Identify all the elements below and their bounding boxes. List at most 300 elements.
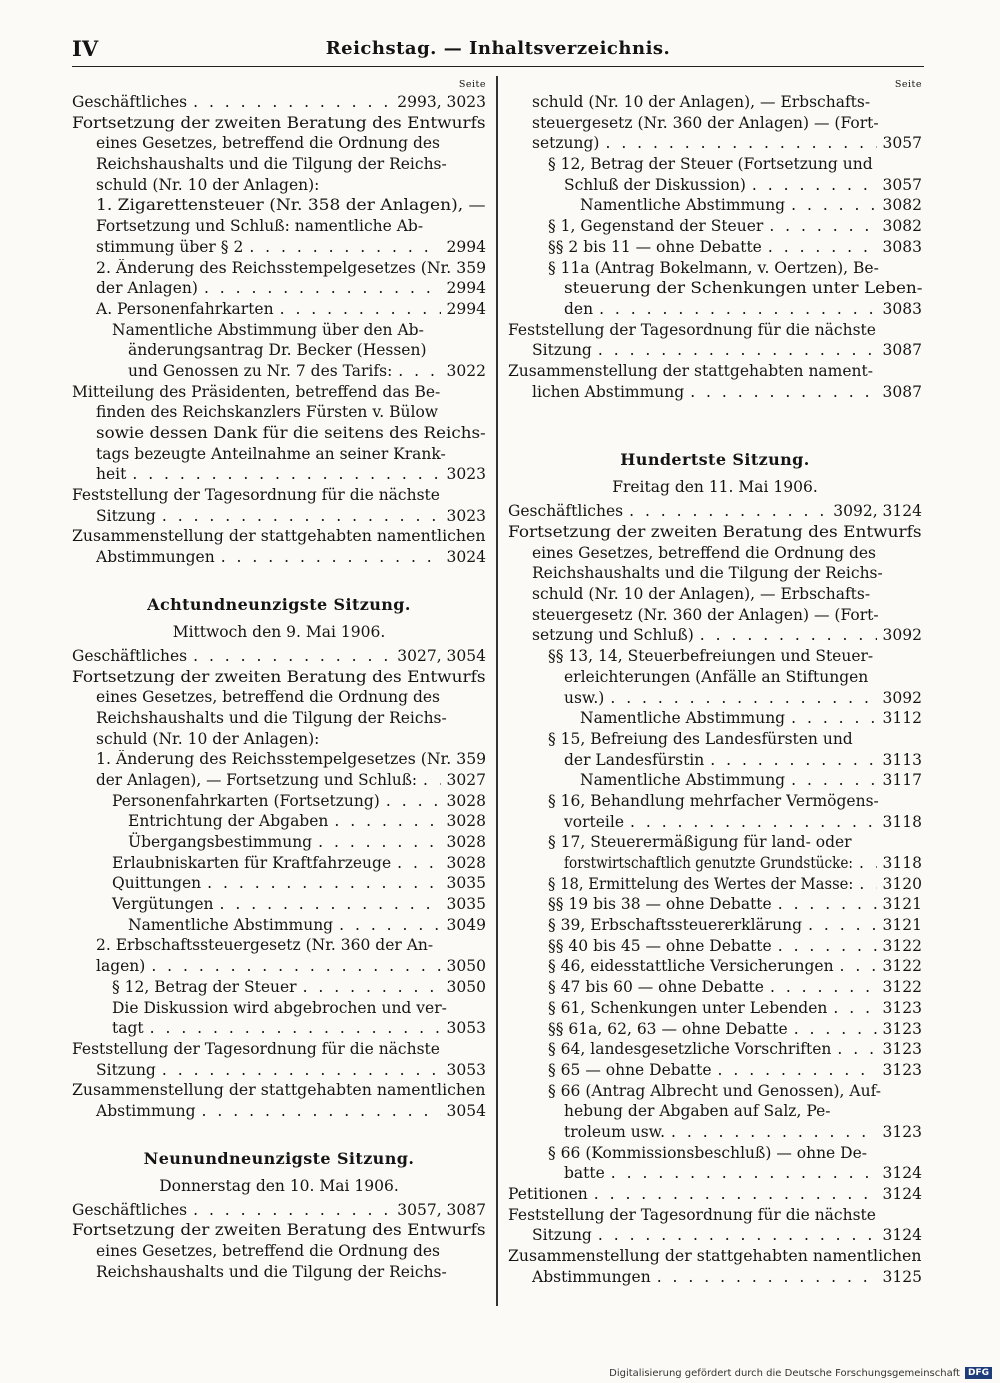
page-ref: 3123: [882, 1060, 922, 1079]
dot-leader: [162, 506, 441, 527]
entry-text: §§ 40 bis 45 — ohne Debatte: [548, 936, 772, 955]
page-ref: 2993, 3023: [397, 93, 486, 111]
left-column: [72, 78, 486, 1282]
toc-entry: [72, 729, 486, 750]
dot-leader: [791, 195, 876, 216]
dot-leader: [202, 1101, 441, 1122]
seite-label: Seite: [894, 79, 922, 90]
entry-text: Sitzung: [96, 506, 156, 525]
toc-entry: [508, 320, 922, 341]
entry-text: änderungsantrag Dr. Becker (Hessen): [128, 341, 427, 360]
dot-leader: [151, 956, 440, 977]
page-ref: 3092: [882, 626, 922, 645]
entry-text: Reichshaushalts und die Tilgung der Reichs-: [532, 564, 883, 583]
page-ref: 3050: [446, 957, 486, 976]
entry-text: und Genossen zu Nr. 7 des Tarifs:: [128, 361, 393, 380]
entry-text: Übergangsbestimmung: [128, 833, 313, 851]
toc-entry: [508, 625, 922, 646]
entry-text: batte: [564, 1164, 605, 1183]
page-ref: 3024: [446, 548, 486, 567]
dot-leader: [162, 1060, 441, 1081]
entry-text: § 11a (Antrag Bokelmann, v. Oertzen), Be-: [548, 258, 879, 277]
page-ref: 3050: [446, 977, 486, 996]
dot-leader: [752, 175, 877, 196]
entry-text: § 47 bis 60 — ohne Debatte: [548, 978, 764, 997]
toc-entry: [508, 501, 922, 522]
dot-leader: [193, 646, 391, 667]
toc-entry: [508, 998, 922, 1019]
entry-text: Namentliche Abstimmung über den Ab-: [112, 320, 424, 339]
entry-text: Geschäftliches: [508, 502, 624, 521]
toc-entry: [508, 1019, 922, 1040]
entry-text: §§ 13, 14, Steuerbefreiungen und Steuer-: [548, 647, 874, 666]
toc-entry: [72, 1080, 486, 1101]
dot-leader: [423, 770, 441, 791]
entry-text: Reichshaushalts und die Tilgung der Reichs-: [96, 708, 447, 727]
toc-entry: [508, 977, 922, 998]
toc-entry: [72, 1101, 486, 1122]
entry-text: 2. Erbschaftssteuergesetz (Nr. 360 der An-: [96, 936, 434, 955]
dot-leader: [700, 625, 877, 646]
toc-entry: [72, 1241, 486, 1262]
entry-text: § 1, Gegenstand der Steuer: [548, 217, 764, 236]
toc-entry: [508, 92, 922, 113]
page-ref: 3123: [882, 1122, 922, 1141]
entry-text: Erlaubniskarten für Kraftfahrzeuge: [112, 853, 392, 872]
page-ref: 3083: [882, 237, 922, 256]
entry-text: der Anlagen): [96, 279, 198, 298]
toc-entry: [72, 340, 486, 361]
entry-text: Namentliche Abstimmung: [580, 771, 786, 790]
entry-text: vorteile: [564, 812, 624, 831]
toc-entry: [72, 977, 486, 998]
entry-text: der Landesfürstin: [564, 750, 705, 769]
toc-entry: [508, 175, 922, 196]
footer: [609, 1367, 992, 1379]
toc-entry: [508, 1101, 922, 1122]
page-ref: 3122: [882, 978, 922, 997]
toc-entry: [508, 195, 922, 216]
entry-text: Personenfahrkarten (Fortsetzung): [112, 791, 380, 810]
section-spacer: [72, 568, 486, 589]
toc-entry: [72, 444, 486, 465]
entry-text: Feststellung der Tagesordnung für die nächste: [72, 1039, 440, 1058]
page-ref: 3122: [882, 936, 922, 955]
session-date: Donnerstag den 10. Mai 1906.: [159, 1176, 399, 1195]
toc-entry: [72, 708, 486, 729]
entry-text: Zusammenstellung der stattgehabten namentlichen: [508, 1247, 922, 1266]
session-heading: Achtundneunzigste Sitzung.: [147, 594, 411, 614]
entry-text: Quittungen: [112, 874, 202, 893]
entry-text: Schluß der Diskussion): [564, 175, 746, 194]
page-ref: 3023: [446, 465, 486, 484]
toc-entry: [72, 278, 486, 299]
dot-leader: [710, 750, 876, 771]
entry-text: § 66 (Kommissionsbeschluß) — ohne De-: [548, 1143, 867, 1162]
column-divider: [496, 76, 498, 1306]
page-ref: 3121: [882, 916, 922, 935]
dot-leader: [671, 1122, 877, 1143]
toc-entry: [508, 853, 922, 874]
entry-text: § 16, Behandlung mehrfacher Vermögens-: [548, 791, 879, 810]
entry-text: steuergesetz (Nr. 360 der Anlagen) — (Fort-: [532, 605, 879, 624]
toc-entry: [508, 812, 922, 833]
entry-text: § 39, Erbschaftssteuererklärung: [548, 916, 803, 935]
section-spacer: [508, 423, 922, 444]
dot-leader: [833, 998, 876, 1019]
entry-text: Zusammenstellung der stattgehabten nament-: [508, 361, 873, 380]
toc-entry: [72, 237, 486, 258]
toc-entry: [508, 956, 922, 977]
toc-entry: [508, 237, 922, 258]
entry-text: hebung der Abgaben auf Salz, Pe-: [564, 1102, 831, 1121]
toc-entry: [72, 770, 486, 791]
session-date: Mittwoch den 9. Mai 1906.: [172, 622, 386, 641]
page-ref: 3092, 3124: [833, 502, 922, 521]
entry-text: der Anlagen), — Fortsetzung und Schluß:: [96, 770, 418, 789]
entry-text: sowie dessen Dank für die seitens des Reichs-: [96, 424, 486, 442]
entry-text: stimmung über § 2: [96, 237, 244, 256]
page-ref: 3082: [882, 217, 922, 236]
toc-entry: [72, 956, 486, 977]
dot-leader: [611, 1163, 877, 1184]
entry-text: Die Diskussion wird abgebrochen und ver-: [112, 998, 447, 1017]
page-ref: 2994: [446, 299, 486, 318]
entry-text: § 46, eidesstattliche Versicherungen: [548, 957, 834, 976]
toc-entry: [72, 667, 486, 688]
dot-leader: [610, 688, 876, 709]
dot-leader: [629, 501, 827, 522]
page-ref: 3123: [882, 1019, 922, 1038]
dot-leader: [630, 812, 877, 833]
toc-entry: [72, 258, 486, 279]
toc-entry: [72, 832, 486, 853]
toc-entry: [72, 915, 486, 936]
toc-entry: [508, 1267, 922, 1288]
toc-entry: [72, 1262, 486, 1283]
page-ref: 3120: [882, 874, 922, 893]
dot-leader: [598, 340, 877, 361]
page-ref: 3023: [446, 506, 486, 525]
dot-leader: [770, 977, 877, 998]
dot-leader: [859, 874, 876, 895]
entry-text: Feststellung der Tagesordnung für die nächste: [508, 1205, 876, 1224]
dot-leader: [249, 237, 440, 258]
dfg-logo: DFG: [965, 1367, 992, 1379]
entry-text: Feststellung der Tagesordnung für die nächste: [508, 320, 876, 339]
entry-text: Entrichtung der Abgaben: [128, 812, 329, 831]
page-ref: 3054: [446, 1101, 486, 1120]
entry-text: Vergütungen: [112, 895, 214, 914]
entry-text: heit: [96, 465, 127, 484]
toc-entry: [508, 154, 922, 175]
dot-leader: [221, 547, 441, 568]
entry-text: Sitzung: [96, 1060, 156, 1079]
toc-entry: [72, 320, 486, 341]
toc-entry: [72, 113, 486, 134]
dot-leader: [193, 1200, 391, 1221]
entry-text: Geschäftliches: [72, 646, 188, 665]
toc-entry: [508, 299, 922, 320]
page-ref: 3087: [882, 341, 922, 360]
dot-leader: [778, 894, 877, 915]
page-ref: 3092: [882, 688, 922, 707]
page-ref: 3112: [882, 709, 922, 728]
toc-entry: [508, 1205, 922, 1226]
entry-text: § 17, Steuerermäßigung für land- oder: [548, 833, 852, 852]
page-ref: 3057, 3087: [397, 1200, 486, 1219]
toc-entry: [72, 195, 486, 216]
toc-entry: [508, 216, 922, 237]
toc-entry: [508, 688, 922, 709]
entry-text: § 15, Befreiung des Landesfürsten und: [548, 729, 853, 748]
session-heading: Hundertste Sitzung.: [620, 450, 810, 470]
entry-text: schuld (Nr. 10 der Anlagen), — Erbschafts-: [532, 93, 871, 111]
page-header: [72, 32, 924, 67]
entry-text: § 65 — ohne Debatte: [548, 1060, 712, 1079]
entry-text: Zusammenstellung der stattgehabten namentlichen: [72, 1081, 486, 1100]
page-ref: 3122: [882, 957, 922, 976]
entry-text: Geschäftliches: [72, 1200, 188, 1219]
toc-entry: [508, 278, 922, 299]
toc-entry: [72, 1220, 486, 1241]
dot-leader: [778, 936, 877, 957]
dot-leader: [280, 299, 441, 320]
dot-leader: [605, 133, 876, 154]
entry-text: § 18, Ermittelung des Wertes der Masse:: [548, 874, 854, 893]
entry-text: tags bezeugte Anteilnahme an seiner Krank-: [96, 444, 446, 463]
entry-text: Petitionen: [508, 1185, 588, 1203]
entry-text: forstwirtschaftlich genutzte Grundstücke:: [564, 854, 853, 872]
toc-entry: [72, 791, 486, 812]
toc-entry: [72, 133, 486, 154]
dot-leader: [204, 278, 441, 299]
toc-entry: [72, 464, 486, 485]
page-ref: 3028: [446, 853, 486, 872]
toc-entry: [72, 894, 486, 915]
session-heading: Neunundneunzigste Sitzung.: [143, 1148, 415, 1168]
page-ref: 3118: [882, 812, 922, 831]
dot-leader: [718, 1060, 877, 1081]
toc-entry: [72, 646, 486, 667]
toc-entry: [72, 687, 486, 708]
entry-text: § 12, Betrag der Steuer: [112, 977, 297, 996]
dot-leader: [132, 464, 440, 485]
page-ref: 3035: [446, 874, 486, 893]
toc-entry: [72, 935, 486, 956]
toc-entry: [508, 936, 922, 957]
entry-text: Namentliche Abstimmung: [580, 709, 786, 728]
entry-text: Reichshaushalts und die Tilgung der Reichs-: [96, 155, 447, 174]
dot-leader: [207, 873, 440, 894]
entry-text: lagen): [96, 957, 146, 976]
entry-text: erleichterungen (Anfälle an Stiftungen: [564, 667, 869, 686]
entry-text: Namentliche Abstimmung: [128, 915, 334, 934]
page-ref: 3113: [882, 750, 922, 769]
entry-text: finden des Reichskanzlers Fürsten v. Bülow: [96, 403, 439, 422]
page-number: IV: [72, 36, 99, 61]
toc-entry: [508, 563, 922, 584]
toc-entry: [72, 423, 486, 444]
toc-entry: [508, 543, 922, 564]
toc-entry: [508, 1081, 922, 1102]
dot-leader: [318, 832, 440, 853]
toc-entry: [72, 853, 486, 874]
toc-entry: [508, 832, 922, 853]
entry-text: eines Gesetzes, betreffend die Ordnung des: [96, 134, 441, 153]
toc-entry: [72, 526, 486, 547]
entry-text: eines Gesetzes, betreffend die Ordnung des: [96, 688, 441, 707]
toc-entry: [72, 175, 486, 196]
entry-text: troleum usw.: [564, 1122, 665, 1141]
entry-text: § 64, landesgesetzliche Vorschriften: [548, 1040, 832, 1059]
page-ref: 3057: [882, 175, 922, 194]
dot-leader: [769, 216, 876, 237]
entry-text: schuld (Nr. 10 der Anlagen):: [96, 175, 320, 194]
dot-leader: [193, 92, 391, 113]
page-ref: 3082: [882, 196, 922, 215]
entry-text: Abstimmungen: [532, 1267, 651, 1286]
toc-entry: [508, 1184, 922, 1205]
toc-entry: [508, 1225, 922, 1246]
toc-entry: [72, 382, 486, 403]
toc-entry: [508, 1039, 922, 1060]
entry-text: schuld (Nr. 10 der Anlagen):: [96, 729, 320, 748]
toc-entry: [508, 791, 922, 812]
toc-entry: [508, 915, 922, 936]
entry-text: A. Personenfahrkarten: [96, 299, 274, 318]
toc-entry: [508, 1143, 922, 1164]
page-ref: 3027: [446, 770, 486, 789]
toc-entry: [72, 547, 486, 568]
page-ref: 3027, 3054: [397, 646, 486, 665]
entry-text: Reichshaushalts und die Tilgung der Reichs-: [96, 1262, 447, 1281]
toc-entry: [508, 1163, 922, 1184]
page-ref: 3123: [882, 1040, 922, 1059]
entry-text: Fortsetzung der zweiten Beratung des Entwurfs: [72, 1221, 486, 1240]
footer-text: Digitalisierung gefördert durch die Deutsche Forschungsgemeinschaft: [609, 1367, 960, 1379]
toc-entry: [72, 998, 486, 1019]
entry-text: 1. Zigarettensteuer (Nr. 358 der Anlagen), —: [96, 196, 486, 215]
dot-leader: [594, 1184, 877, 1205]
entry-text: schuld (Nr. 10 der Anlagen), — Erbschafts-: [532, 585, 871, 604]
toc-entry: [72, 1200, 486, 1221]
dot-leader: [150, 1018, 441, 1039]
page-ref: 3028: [446, 833, 486, 851]
toc-entry: [508, 894, 922, 915]
entry-text: Mitteilung des Präsidenten, betreffend das Be-: [72, 382, 441, 401]
entry-text: tagt: [112, 1019, 144, 1038]
toc-entry: [508, 340, 922, 361]
page-ref: 3121: [882, 895, 922, 914]
toc-entry: [508, 667, 922, 688]
page-ref: 3053: [446, 1019, 486, 1038]
right-column: [508, 78, 922, 1287]
entry-text: Fortsetzung der zweiten Beratung des Entwurfs: [72, 113, 486, 132]
dot-leader: [398, 361, 440, 382]
page-ref: 3035: [446, 895, 486, 914]
toc-entry: [72, 1039, 486, 1060]
entry-text: steuerung der Schenkungen unter Leben-: [564, 279, 922, 298]
page-ref: 3049: [446, 915, 486, 934]
page-ref: 3028: [446, 812, 486, 831]
entry-text: § 66 (Antrag Albrecht und Genossen), Auf-: [548, 1081, 882, 1100]
page-ref: 3028: [446, 791, 486, 810]
toc-entry: [508, 1122, 922, 1143]
dot-leader: [334, 811, 440, 832]
entry-text: usw.): [564, 688, 605, 707]
toc-entry: [72, 1060, 486, 1081]
entry-text: Sitzung: [532, 341, 592, 360]
page-ref: 3123: [882, 998, 922, 1017]
dot-leader: [791, 708, 876, 729]
page-ref: 3124: [882, 1185, 922, 1203]
entry-text: § 61, Schenkungen unter Lebenden: [548, 998, 828, 1017]
dot-leader: [599, 299, 876, 320]
toc-entry: [508, 133, 922, 154]
entry-text: Fortsetzung der zweiten Beratung des Entwurfs: [72, 667, 486, 686]
entry-text: 1. Änderung des Reichsstempelgesetzes (Nr. 359: [96, 750, 486, 769]
toc-entry: [72, 402, 486, 423]
toc-entry: [72, 485, 486, 506]
entry-text: Abstimmungen: [96, 548, 215, 567]
page-ref: 3087: [882, 382, 922, 401]
entry-text: lichen Abstimmung: [532, 382, 685, 401]
page-ref: 3083: [882, 299, 922, 318]
toc-entry: [508, 770, 922, 791]
dot-leader: [397, 853, 440, 874]
page-ref: 3118: [882, 854, 922, 872]
entry-text: Namentliche Abstimmung: [580, 196, 786, 215]
page-ref: 3053: [446, 1060, 486, 1079]
entry-text: § 12, Betrag der Steuer (Fortsetzung und: [548, 155, 873, 174]
entry-text: 2. Änderung des Reichsstempelgesetzes (Nr. 359: [96, 258, 486, 277]
dot-leader: [657, 1267, 877, 1288]
toc-entry: [508, 382, 922, 403]
entry-text: eines Gesetzes, betreffend die Ordnung des: [96, 1242, 441, 1260]
dot-leader: [794, 1019, 877, 1040]
toc-entry: [508, 874, 922, 895]
toc-entry: [508, 584, 922, 605]
entry-text: setzung): [532, 134, 600, 153]
toc-entry: [72, 361, 486, 382]
page-ref: 3124: [882, 1164, 922, 1183]
entry-text: Feststellung der Tagesordnung für die nächste: [72, 486, 440, 505]
page-ref: 2994: [446, 237, 486, 256]
toc-entry: [72, 749, 486, 770]
toc-entry: [72, 92, 486, 113]
page-ref: 2994: [446, 279, 486, 298]
dot-leader: [808, 915, 876, 936]
dot-leader: [690, 382, 876, 403]
toc-entry: [72, 216, 486, 237]
dot-leader: [768, 237, 877, 258]
toc-entry: [508, 708, 922, 729]
toc-entry: [508, 646, 922, 667]
page-ref: 3117: [882, 771, 922, 790]
page-ref: 3057: [882, 134, 922, 153]
session-date: Freitag den 11. Mai 1906.: [612, 478, 818, 497]
entry-text: eines Gesetzes, betreffend die Ordnung des: [532, 543, 877, 562]
toc-entry: [508, 1246, 922, 1267]
toc-entry: [508, 1060, 922, 1081]
page-ref: 3124: [882, 1226, 922, 1245]
dot-leader: [339, 915, 440, 936]
section-spacer: [72, 1122, 486, 1143]
entry-text: Sitzung: [532, 1226, 592, 1245]
toc-entry: [72, 299, 486, 320]
page-ref: 3022: [446, 361, 486, 380]
